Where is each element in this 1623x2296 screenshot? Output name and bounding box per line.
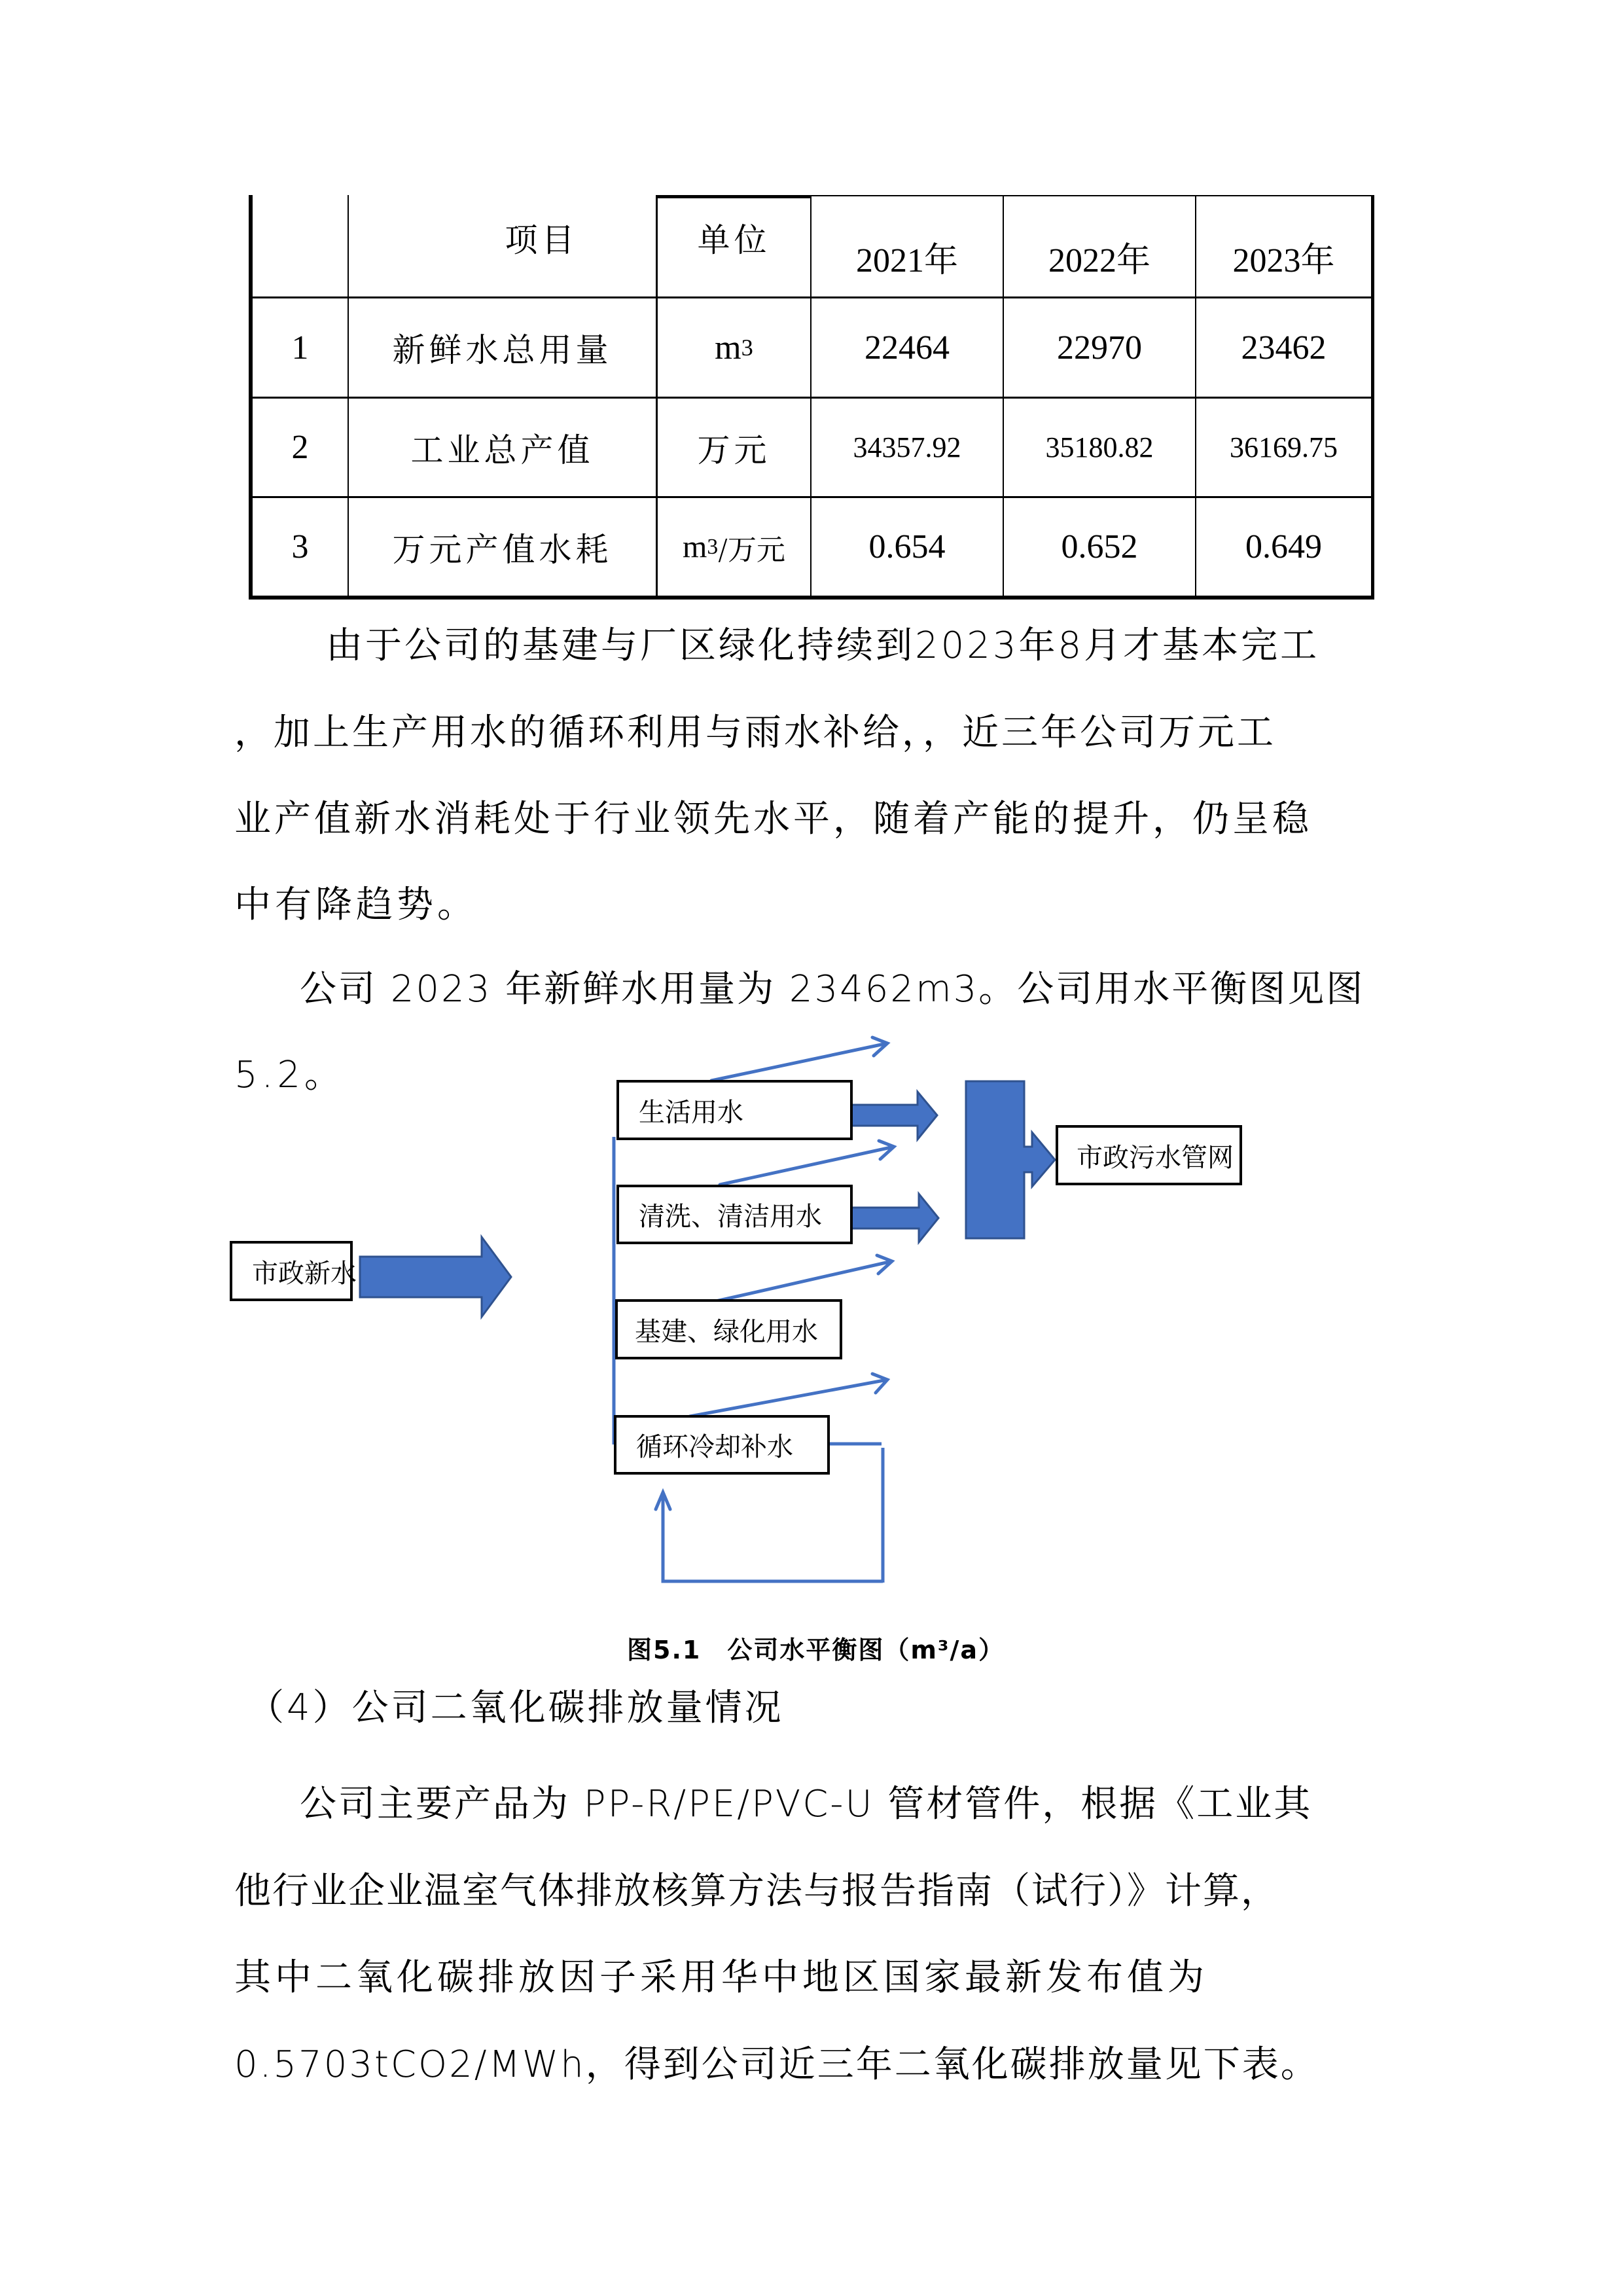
use-label: 清洗、清洁用水 [639, 1202, 822, 1232]
row-unit: m 3 [715, 329, 753, 367]
loss-arrow-construction [716, 1255, 892, 1301]
text-line: 公司 2023 年新鲜水用量为 23462m3。公司用水平衡图见图 [300, 968, 1365, 1011]
header-item: 项目 [505, 221, 579, 259]
value-2021: 0.654 [868, 528, 946, 565]
unit-base: m [715, 329, 741, 367]
text-line: 业产值新水消耗处于行业领先水平，随着产能的提升，仍呈稳 [234, 798, 1312, 840]
loss-arrow-cleaning [720, 1141, 894, 1185]
use-label: 循环冷却补水 [636, 1432, 793, 1462]
text-line: 由于公司的基建与厂区绿化持续到2023年8月才基本完工 [326, 624, 1320, 667]
text-line: 中有降趋势。 [234, 884, 478, 926]
source-label: 市政新水 [252, 1258, 357, 1289]
text-line: 其中二氧化碳排放因子采用华中地区国家最新发布值为 [234, 1956, 1208, 1999]
value-2021: 22464 [865, 329, 950, 367]
row-item: 工业总产值 [410, 431, 594, 469]
source-box [230, 1241, 357, 1301]
unit-base: m [683, 529, 707, 564]
text-line: ，加上生产用水的循环利用与雨水补给，，近三年公司万元工 [234, 711, 1276, 754]
use-box-domestic [616, 1080, 853, 1140]
row-item: 新鲜水总用量 [392, 331, 613, 369]
header-unit: 单位 [697, 221, 771, 259]
loss-arrow-cooling [690, 1374, 887, 1416]
header-2023: 2023年 [1232, 242, 1335, 279]
use-box-cooling [614, 1415, 830, 1475]
domestic-to-collector-arrow [851, 1092, 937, 1139]
header-2022: 2022年 [1048, 242, 1150, 279]
use-label: 基建、绿化用水 [635, 1316, 818, 1347]
cleaning-to-collector-arrow [851, 1194, 938, 1242]
text-line: 0.5703tCO2/MWh，得到公司近三年二氧化碳排放量见下表。 [234, 2043, 1319, 2086]
value-2023: 0.649 [1245, 528, 1322, 565]
value-2021: 34357.92 [853, 431, 961, 463]
value-2022: 35180.82 [1045, 431, 1154, 463]
section-heading: （4）公司二氧化碳排放量情况 [247, 1687, 784, 1729]
loss-arrow-domestic [711, 1037, 887, 1081]
input-arrow [360, 1237, 511, 1317]
collector-block [966, 1081, 1055, 1238]
row-unit: m 3 /万元 [658, 498, 810, 596]
row-item: 万元产值水耗 [392, 530, 613, 569]
text-line: 他行业企业温室气体排放核算方法与报告指南（试行）》计算， [234, 1870, 1279, 1912]
text-line: 5.2。 [234, 1054, 346, 1096]
use-box-cleaning [616, 1185, 853, 1244]
unit-tail: /万元 [718, 533, 785, 567]
text-line: 公司主要产品为 PP-R/PE/PVC-U 管材管件，根据《工业其 [300, 1783, 1313, 1825]
value-2023: 23462 [1241, 329, 1327, 367]
sink-label: 市政污水管网 [1077, 1142, 1234, 1173]
value-2022: 22970 [1057, 329, 1142, 367]
row-number: 3 [291, 528, 309, 565]
row-number: 1 [291, 329, 309, 367]
row-unit: 万元 [697, 431, 771, 469]
use-label: 生活用水 [639, 1097, 743, 1128]
row-number: 2 [291, 429, 309, 466]
value-2023: 36169.75 [1230, 431, 1338, 463]
header-2021: 2021年 [855, 242, 958, 279]
sink-box [1056, 1125, 1242, 1185]
figure-caption: 图5.1 公司水平衡图（m³/a） [627, 1636, 1005, 1664]
value-2022: 0.652 [1061, 528, 1138, 565]
use-box-construction [615, 1299, 842, 1359]
